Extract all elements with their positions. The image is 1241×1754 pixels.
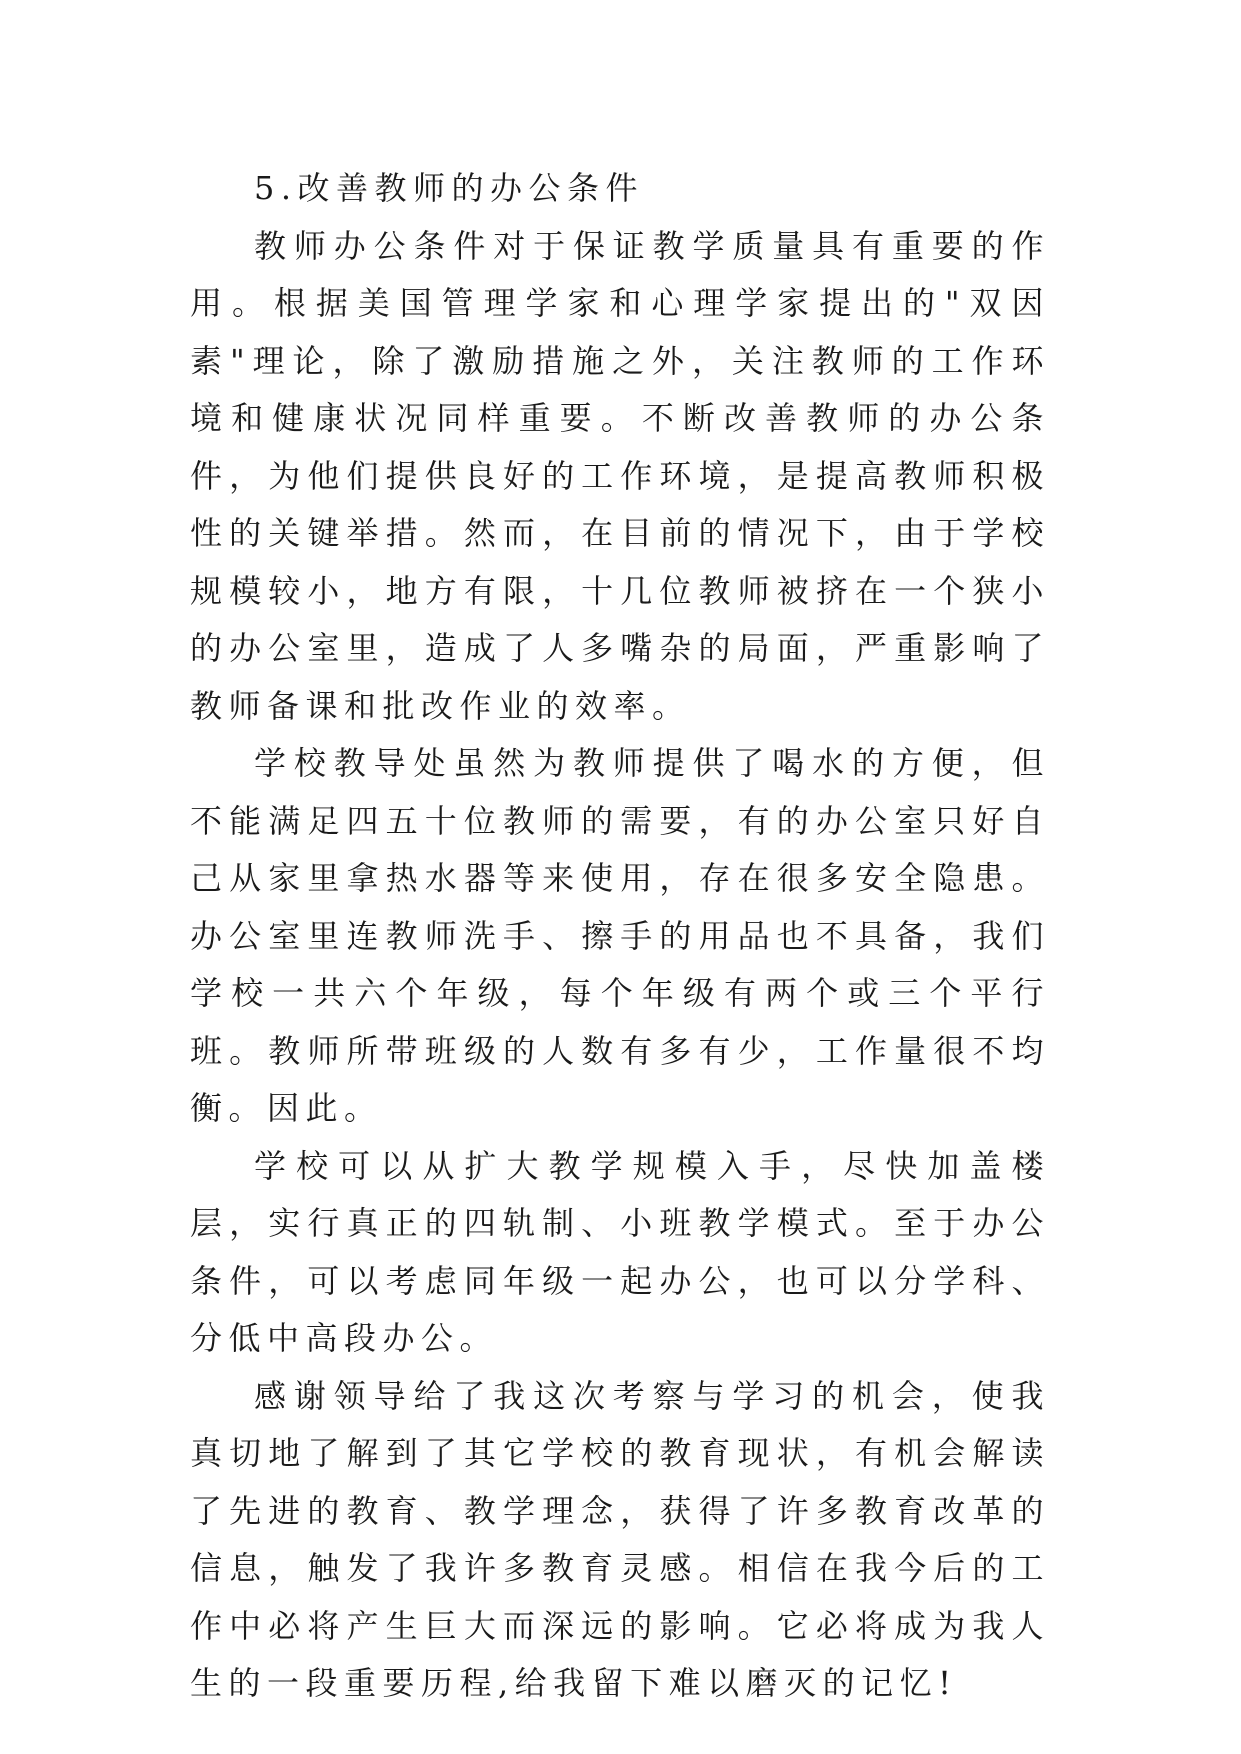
section-heading: 5.改善教师的办公条件 [254,169,645,207]
paragraph-2: 学校教导处虽然为教师提供了喝水的方便，但不能满足四五十位教师的需要，有的办公室只好自己从家里拿热水器等来使用，存在很多安全隐患。办公室里连教师洗手、擦手的用品也不具备，我们学校一共六个年级，每个年级有两个或三个平行班。教师所带班级的人数有多有少，工作量很不均衡。因此。 [190,744,1050,1127]
paragraph-1: 教师办公条件对于保证教学质量具有重要的作用。根据美国管理学家和心理学家提出的"双因素"理论，除了激励措施之外，关注教师的工作环境和健康状况同样重要。不断改善教师的办公条件，为他们提供良好的工作环境，是提高教师积极性的关键举措。然而，在目前的情况下，由于学校规模较小，地方有限，十几位教师被挤在一个狭小的办公室里，造成了人多嘴杂的局面，严重影响了教师备课和批改作业的效率。 [190,226,1050,725]
paragraph-3: 学校可以从扩大教学规模入手，尽快加盖楼层，实行真正的四轨制、小班教学模式。至于办公条件，可以考虑同年级一起办公，也可以分学科、分低中高段办公。 [190,1146,1050,1357]
paragraph-4: 感谢领导给了我这次考察与学习的机会，使我真切地了解到了其它学校的教育现状，有机会解读了先进的教育、教学理念，获得了许多教育改革的信息，触发了我许多教育灵感。相信在我今后的工作中必将产生巨大而深远的影响。它必将成为我人生的一段重要历程,给我留下难以磨灭的记忆! [190,1376,1050,1702]
document-body [190,160,1050,1713]
